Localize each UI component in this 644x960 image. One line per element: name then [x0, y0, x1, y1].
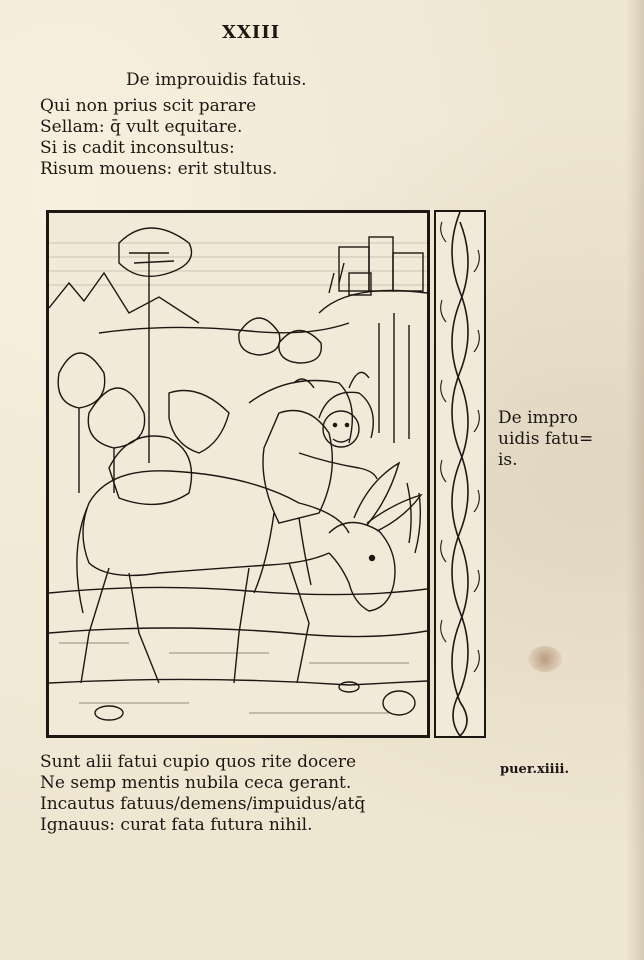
- verse-line: Sellam: q̄ vult equitare.: [40, 117, 243, 137]
- verse-line: Risum mouens: erit stultus.: [40, 159, 278, 179]
- verse-line: Ne semp mentis nubila ceca gerant.: [40, 773, 352, 793]
- vine-ornament-icon: [436, 212, 484, 736]
- chapter-heading: De improuidis fatuis.: [126, 70, 307, 90]
- decorative-border-panel: [434, 210, 486, 738]
- woodcut-illustration: [46, 210, 430, 738]
- verse-line: Ignauus: curat fata futura nihil.: [40, 815, 313, 835]
- verse-line: Incautus fatuus/demens/impuidus/atq̄: [40, 794, 366, 814]
- verse-line: Si is cadit inconsultus:: [40, 138, 235, 158]
- page-edge-shadow: [626, 0, 644, 960]
- verse-line: Qui non prius scit parare: [40, 96, 257, 116]
- verse-top: [40, 96, 277, 180]
- verse-bottom: [40, 752, 365, 836]
- fool-on-donkey-image: [49, 213, 427, 735]
- catchword: puer.xiiii.: [500, 762, 570, 777]
- margin-title-line: De impro: [498, 408, 578, 428]
- margin-title-line: is.: [498, 450, 518, 470]
- margin-title: [498, 408, 593, 471]
- margin-title-line: uidis fatu=: [498, 429, 594, 449]
- verse-line: Sunt alii fatui cupio quos rite docere: [40, 752, 357, 772]
- folio-number: XXIII: [222, 22, 281, 43]
- paper-stain: [528, 646, 562, 672]
